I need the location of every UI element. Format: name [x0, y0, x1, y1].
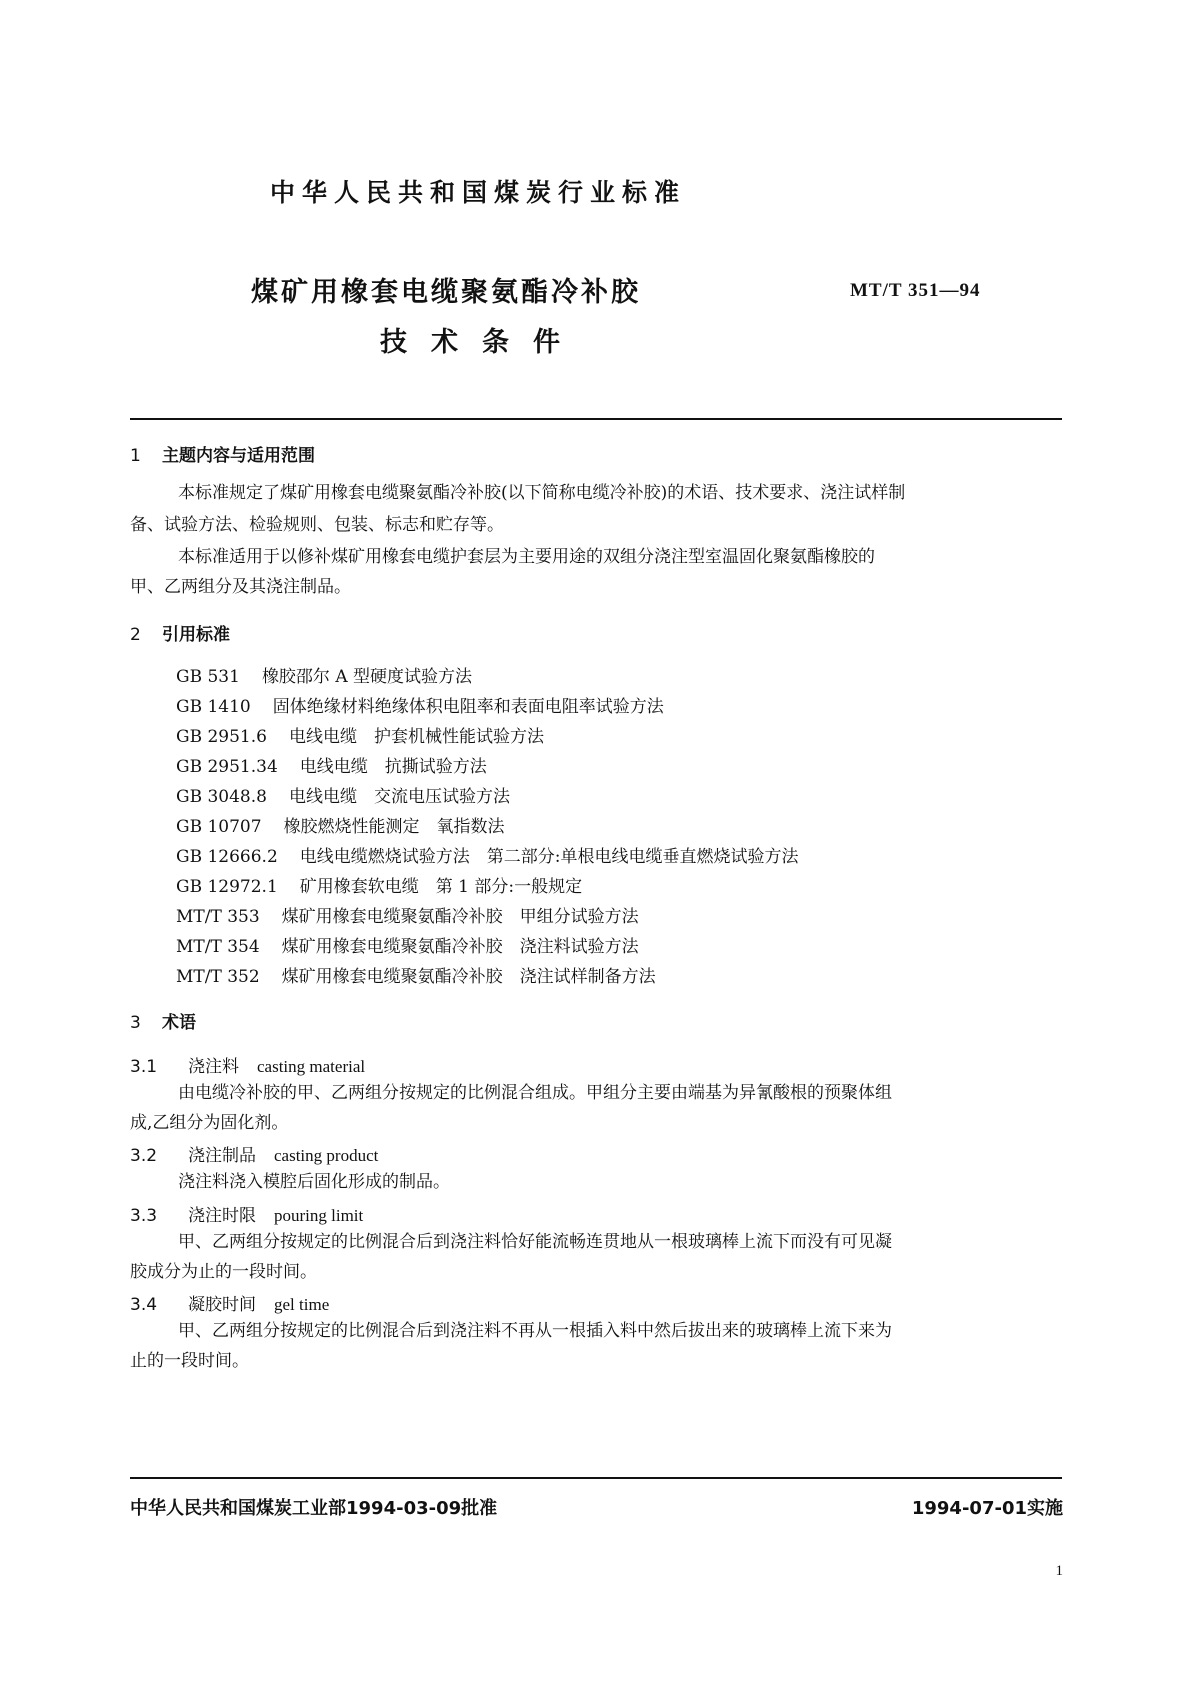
term-definition-line-1: 浇注料浇入模腔后固化形成的制品。: [178, 1172, 450, 1192]
term-heading: 3.3 浇注时限 pouring limit: [130, 1206, 364, 1226]
term-definition-line-1: 由电缆冷补胶的甲、乙两组分按规定的比例混合组成。甲组分主要由端基为异氰酸根的预聚体组: [178, 1083, 892, 1103]
effective-date: 1994-07-01实施: [911, 1498, 1063, 1519]
term-definition-line-2: 止的一段时间。: [130, 1351, 249, 1371]
doc-title: 煤矿用橡套电缆聚氨酯冷补胶: [251, 277, 641, 308]
section-1-paragraph-2-line-1: 本标准适用于以修补煤矿用橡套电缆护套层为主要用途的双组分浇注型室温固化聚氨酯橡胶的: [178, 547, 875, 567]
doc-subtitle: 技术条件: [380, 327, 584, 358]
reference-item: GB 2951.6 电线电缆 护套机械性能试验方法: [176, 727, 544, 747]
term-heading: 3.1 浇注料 casting material: [130, 1057, 366, 1077]
page-number: 1: [1055, 1563, 1063, 1579]
reference-item: GB 12972.1 矿用橡套软电缆 第 1 部分:一般规定: [176, 877, 583, 897]
reference-item: GB 2951.34 电线电缆 抗撕试验方法: [176, 757, 487, 777]
reference-item: GB 531 橡胶邵尔 A 型硬度试验方法: [176, 667, 473, 687]
section-1-heading: 1 主题内容与适用范围: [130, 446, 315, 466]
footer-divider: [130, 1477, 1062, 1479]
term-definition-line-2: 胶成分为止的一段时间。: [130, 1262, 317, 1282]
org-title: 中华人民共和国煤炭行业标准: [270, 178, 687, 207]
section-3-heading: 3 术语: [130, 1013, 196, 1033]
reference-item: GB 3048.8 电线电缆 交流电压试验方法: [176, 787, 510, 807]
term-definition-line-1: 甲、乙两组分按规定的比例混合后到浇注料恰好能流畅连贯地从一根玻璃棒上流下而没有可见凝: [178, 1232, 892, 1252]
section-2-heading: 2 引用标准: [130, 625, 230, 645]
standard-code: MT/T 351—94: [850, 280, 981, 301]
section-1-paragraph-2-line-2: 甲、乙两组分及其浇注制品。: [130, 577, 351, 597]
header-divider: [130, 418, 1062, 420]
section-1-paragraph-1-line-2: 备、试验方法、检验规则、包装、标志和贮存等。: [130, 515, 504, 535]
reference-item: MT/T 354 煤矿用橡套电缆聚氨酯冷补胶 浇注料试验方法: [176, 937, 639, 957]
reference-item: GB 12666.2 电线电缆燃烧试验方法 第二部分:单根电线电缆垂直燃烧试验方法: [176, 847, 799, 867]
reference-item: GB 1410 固体绝缘材料绝缘体积电阻率和表面电阻率试验方法: [176, 697, 664, 717]
approval-statement: 中华人民共和国煤炭工业部1994-03-09批准: [130, 1498, 498, 1519]
reference-item: GB 10707 橡胶燃烧性能测定 氧指数法: [176, 817, 505, 837]
reference-item: MT/T 353 煤矿用橡套电缆聚氨酯冷补胶 甲组分试验方法: [176, 907, 639, 927]
section-1-paragraph-1-line-1: 本标准规定了煤矿用橡套电缆聚氨酯冷补胶(以下简称电缆冷补胶)的术语、技术要求、浇注试样制: [178, 483, 906, 503]
term-heading: 3.2 浇注制品 casting product: [130, 1146, 379, 1166]
reference-item: MT/T 352 煤矿用橡套电缆聚氨酯冷补胶 浇注试样制备方法: [176, 967, 656, 987]
term-definition-line-1: 甲、乙两组分按规定的比例混合后到浇注料不再从一根插入料中然后拔出来的玻璃棒上流下来为: [178, 1321, 892, 1341]
term-heading: 3.4 凝胶时间 gel time: [130, 1295, 330, 1315]
term-definition-line-2: 成,乙组分为固化剂。: [130, 1113, 289, 1133]
